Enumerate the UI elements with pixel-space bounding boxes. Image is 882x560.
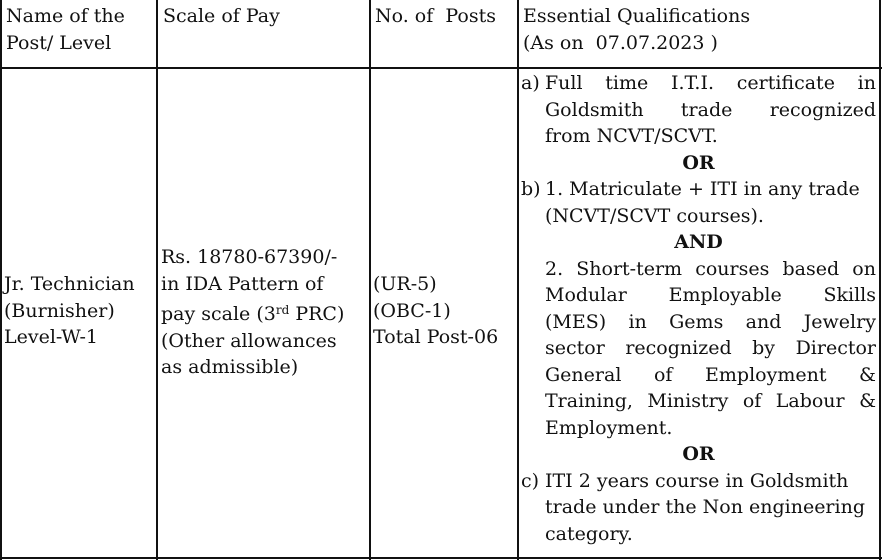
word: Labour xyxy=(775,390,845,412)
word: Employable xyxy=(668,284,782,306)
col-border-left xyxy=(0,0,2,560)
col-border-2 xyxy=(369,0,371,560)
option-b2-line7: Employment. xyxy=(545,416,673,439)
option-a-marker: a) xyxy=(521,72,540,94)
pay-range: Rs. 18780-67390/- xyxy=(161,246,338,268)
word: 2. xyxy=(545,257,564,280)
word: Short-term xyxy=(576,257,683,280)
post-cell xyxy=(4,271,135,351)
qualifications-cell xyxy=(521,70,876,547)
word: Jewelry xyxy=(803,310,876,333)
word: courses xyxy=(695,257,770,280)
posts-obc: (OBC-1) xyxy=(373,299,451,322)
option-b-line2: (NCVT/SCVT courses). xyxy=(545,204,764,227)
option-c-line3: category. xyxy=(545,522,633,545)
post-subname: (Burnisher) xyxy=(4,299,115,322)
word: trade xyxy=(680,98,733,121)
table-bottom xyxy=(0,557,882,559)
pay-admissible: as admissible) xyxy=(161,356,299,378)
pay-scale-text: pay scale (3 xyxy=(161,303,276,325)
option-a-line2 xyxy=(545,97,876,124)
option-c-line2: trade under the Non engineering xyxy=(545,496,865,518)
option-a-line3: from NCVT/SCVT. xyxy=(545,125,718,147)
word: (MES) xyxy=(545,310,607,333)
word: of xyxy=(653,363,673,386)
pay-cell xyxy=(161,244,344,381)
option-b2-line2 xyxy=(545,282,876,309)
post-name: Jr. Technician xyxy=(4,273,135,295)
word: Director xyxy=(795,337,876,359)
post-level: Level-W-1 xyxy=(4,326,98,348)
option-b-line1: 1. Matriculate + ITI in any trade xyxy=(545,178,860,200)
pay-prc-text: PRC) xyxy=(289,303,345,325)
word: recognized xyxy=(625,337,732,359)
word: Ministry xyxy=(647,390,729,412)
word: time xyxy=(605,72,649,94)
posts-total: Total Post-06 xyxy=(373,326,499,348)
word: Gems xyxy=(669,310,724,333)
word: in xyxy=(857,72,876,94)
option-b2-line6 xyxy=(545,388,876,415)
word: in xyxy=(628,310,647,333)
header-divider xyxy=(0,67,882,69)
pay-superscript: rd xyxy=(275,303,290,317)
word: recognized xyxy=(769,98,876,121)
option-a xyxy=(521,70,876,150)
and-separator: AND xyxy=(674,231,723,253)
word: sector xyxy=(545,337,605,359)
option-b2-line5 xyxy=(545,362,876,389)
option-b2-line1 xyxy=(545,256,876,283)
option-b2-line4 xyxy=(545,335,876,362)
word: by xyxy=(752,337,776,359)
or-separator-1: OR xyxy=(682,151,715,174)
or-separator-2: OR xyxy=(682,443,715,465)
word: Goldsmith xyxy=(545,98,644,121)
word: Employment xyxy=(705,363,827,386)
word: of xyxy=(742,390,762,412)
option-b-part2 xyxy=(521,256,876,442)
word: Skills xyxy=(823,284,876,306)
option-b-marker: b) xyxy=(521,178,541,200)
option-c-line1: ITI 2 years course in Goldsmith xyxy=(545,469,849,492)
word: and xyxy=(745,310,782,333)
word: on xyxy=(852,257,876,280)
posts-ur: (UR-5) xyxy=(373,273,437,295)
header-post-level xyxy=(6,3,125,56)
header-no-of-posts xyxy=(375,3,496,30)
col-border-right xyxy=(879,0,881,560)
header-pay-label: Scale of Pay xyxy=(163,5,280,27)
col-border-1 xyxy=(156,0,158,560)
posts-cell xyxy=(373,271,498,351)
header-posts-label: No. of Posts xyxy=(375,5,496,27)
word: Modular xyxy=(545,284,627,306)
word: & xyxy=(859,390,876,412)
header-post-line2: Post/ Level xyxy=(6,31,112,54)
header-post-line1: Name of the xyxy=(6,5,125,27)
pay-scale-line xyxy=(161,297,344,328)
col-border-3 xyxy=(517,0,519,560)
option-a-line1 xyxy=(545,70,876,97)
header-scale-of-pay xyxy=(163,3,280,30)
word: Training, xyxy=(545,390,633,412)
header-qualifications xyxy=(523,3,750,56)
option-c-marker: c) xyxy=(521,469,540,492)
word: General xyxy=(545,363,622,386)
word: based xyxy=(782,257,840,280)
header-qual-line2: (As on 07.07.2023 ) xyxy=(523,31,718,54)
option-c xyxy=(521,468,876,548)
word: & xyxy=(859,363,876,386)
option-b xyxy=(521,176,876,229)
word: certificate xyxy=(736,72,835,94)
word: I.T.I. xyxy=(671,72,715,94)
header-qual-line1: Essential Qualifications xyxy=(523,5,751,27)
option-b2-line3 xyxy=(545,309,876,336)
pay-allowances: (Other allowances xyxy=(161,329,337,352)
pay-pattern: in IDA Pattern of xyxy=(161,272,324,295)
word: Full xyxy=(545,72,583,94)
